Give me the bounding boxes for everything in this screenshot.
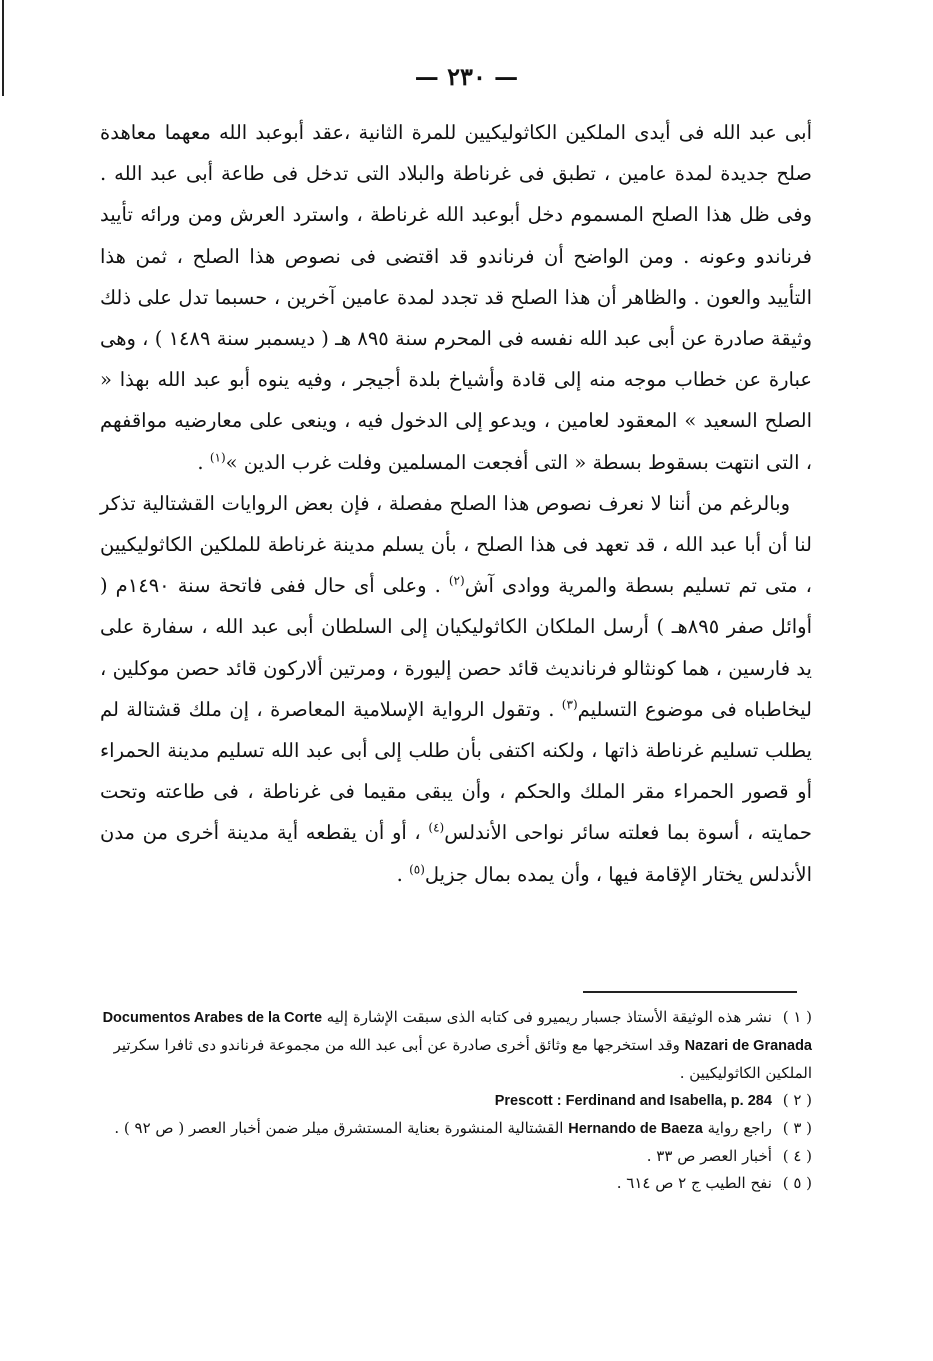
footnote-4-number: ( ٤ ): [782, 1147, 812, 1165]
footnote-ref-1[interactable]: (١): [209, 450, 226, 465]
footnote-1-latin-title: Documentos Arabes de la Corte Nazari de Granada: [102, 1010, 812, 1054]
paragraph-2-text-3: . وتقول الرواية الإسلامية المعاصرة ، إن ملك قشتالة لم يطلب تسليم غرناطة ذاتها ، ولكنه اكتفى بأن طلب إلى أبى عبد الله تسليم مدينة الحمراء أو قصور الحمراء مقر الملك والحكم ، وأن يبقى مقيما فى غرناطة ، فى طاعته وتحت حمايته ، أسوة بما فعلته سائر نواحى الأندلس: [100, 697, 812, 845]
footnote-1-text-b: وقد استخرجها مع وثائق أخرى صادرة عن أبى عبد الله من مجموعة فرناندو دى ثافرا سكرتير الملكين الكاثوليكيين .: [113, 1036, 812, 1082]
footnote-1: [100, 1004, 812, 1087]
main-text: [100, 112, 812, 895]
paragraph-2-text-1: وبالرغم من أننا لا نعرف نصوص هذا الصلح مفصلة ، فإن بعض الروايات القشتالية تذكر لنا أن أبا عبد الله ، قد تعهد فى هذا الصلح ، بأن يسلم مدينة غرناطة للملكين الكاثوليكيين ، متى تم تسليم بسطة والمرية ووادى آش: [100, 491, 812, 598]
footnote-ref-3[interactable]: (٣): [561, 697, 578, 712]
footnotes: [100, 1004, 812, 1197]
footnote-1-text-a: نشر هذه الوثيقة الأستاذ جسبار ريميرو فى كتابه الذى سبقت الإشارة إليه: [326, 1008, 772, 1026]
footnote-ref-4[interactable]: (٤): [428, 820, 445, 835]
footnote-5-text: نفح الطيب ج ٢ ص ٦١٤ .: [616, 1174, 772, 1192]
paragraph-2-text-5: .: [396, 862, 410, 886]
footnote-3-text-a: راجع رواية: [707, 1119, 772, 1137]
footnote-4-text: أخبار العصر ص ٣٣ .: [646, 1147, 772, 1165]
paragraph-2: [100, 483, 812, 895]
footnote-3-text-b: القشتالية المنشورة بعناية المستشرق ميلر ضمن أخبار العصر ( ص ٩٢ ) .: [114, 1119, 564, 1137]
paragraph-2-text-2: . وعلى أى حال ففى فاتحة سنة ١٤٩٠م ( أوائل صفر ٨٩٥هـ ) أرسل الملكان الكاثوليكيان إلى السلطان أبى عبد الله ، سفارة على يد فارسين ، هما كونثالو فرنانديث قائد حصن إليورة ، ومرتين ألاركون قائد حصن موكلين ، ليخاطباه فى موضوع التسليم: [100, 574, 812, 721]
paragraph-1-text-1: أبى عبد الله فى أيدى الملكين الكاثوليكيين للمرة الثانية ،عقد أبوعبد الله معهما معاهدة صلح جديدة لمدة عامين ، تطبق فى غرناطة والبلاد التى تدخل فى طاعة أبى عبد الله . وفى ظل هذا الصلح المسموم دخل أبوعبد الله غرناطة ، واسترد العرش ومن ورائه تأييد فرناندو وعونه . ومن الواضح أن فرناندو قد اقتضى فى نصوص هذا الصلح ، ثمن هذا التأييد والعون . والظاهر أن هذا الصلح قد تجدد لمدة عامين آخرين ، حسبما تدل على ذلك وثيقة صادرة عن أبى عبد الله نفسه فى المحرم سنة ٨٩٥ هـ ( ديسمبر سنة ١٤٨٩ ) ، وهى عبارة عن خطاب موجه منه إلى قادة وأشياخ بلدة أجيجر ، وفيه ينوه أبو عبد الله بهذا « الصلح السعيد » المعقود لعامين ، ويدعو إلى الدخول فيه ، وينعى على معارضيه مواقفهم ، التى انتهت بسقوط بسطة « التى أفجعت المسلمين وفلت غرب الدين »: [100, 121, 813, 474]
page-number: — ٢٣٠ —: [414, 62, 519, 91]
footnote-ref-5[interactable]: (٥): [409, 862, 425, 877]
footnote-3: [100, 1115, 812, 1143]
footnote-4: [100, 1143, 812, 1170]
paragraph-1-text-2: .: [197, 450, 210, 474]
footnote-2: [100, 1087, 812, 1115]
footnote-2-latin-citation: Prescott : Ferdinand and Isabella, p. 284: [494, 1093, 772, 1109]
footnote-3-latin-name: Hernando de Baeza: [568, 1121, 703, 1137]
paragraph-2-text-4: ، أو أن يقطعه أية مدينة أخرى من مدن الأندلس يختار الإقامة فيها ، وأن يمده بمال جزيل: [100, 821, 812, 886]
footnote-ref-2[interactable]: (٢): [448, 573, 465, 588]
footnote-3-number: ( ٣ ): [782, 1119, 812, 1137]
footnote-5-number: ( ٥ ): [782, 1174, 812, 1192]
footnote-divider: [583, 991, 797, 993]
footnote-5: [100, 1170, 812, 1197]
footnote-1-number: ( ١ ): [782, 1008, 812, 1026]
footnote-2-number: ( ٢ ): [782, 1091, 812, 1109]
paragraph-1: [100, 112, 812, 483]
